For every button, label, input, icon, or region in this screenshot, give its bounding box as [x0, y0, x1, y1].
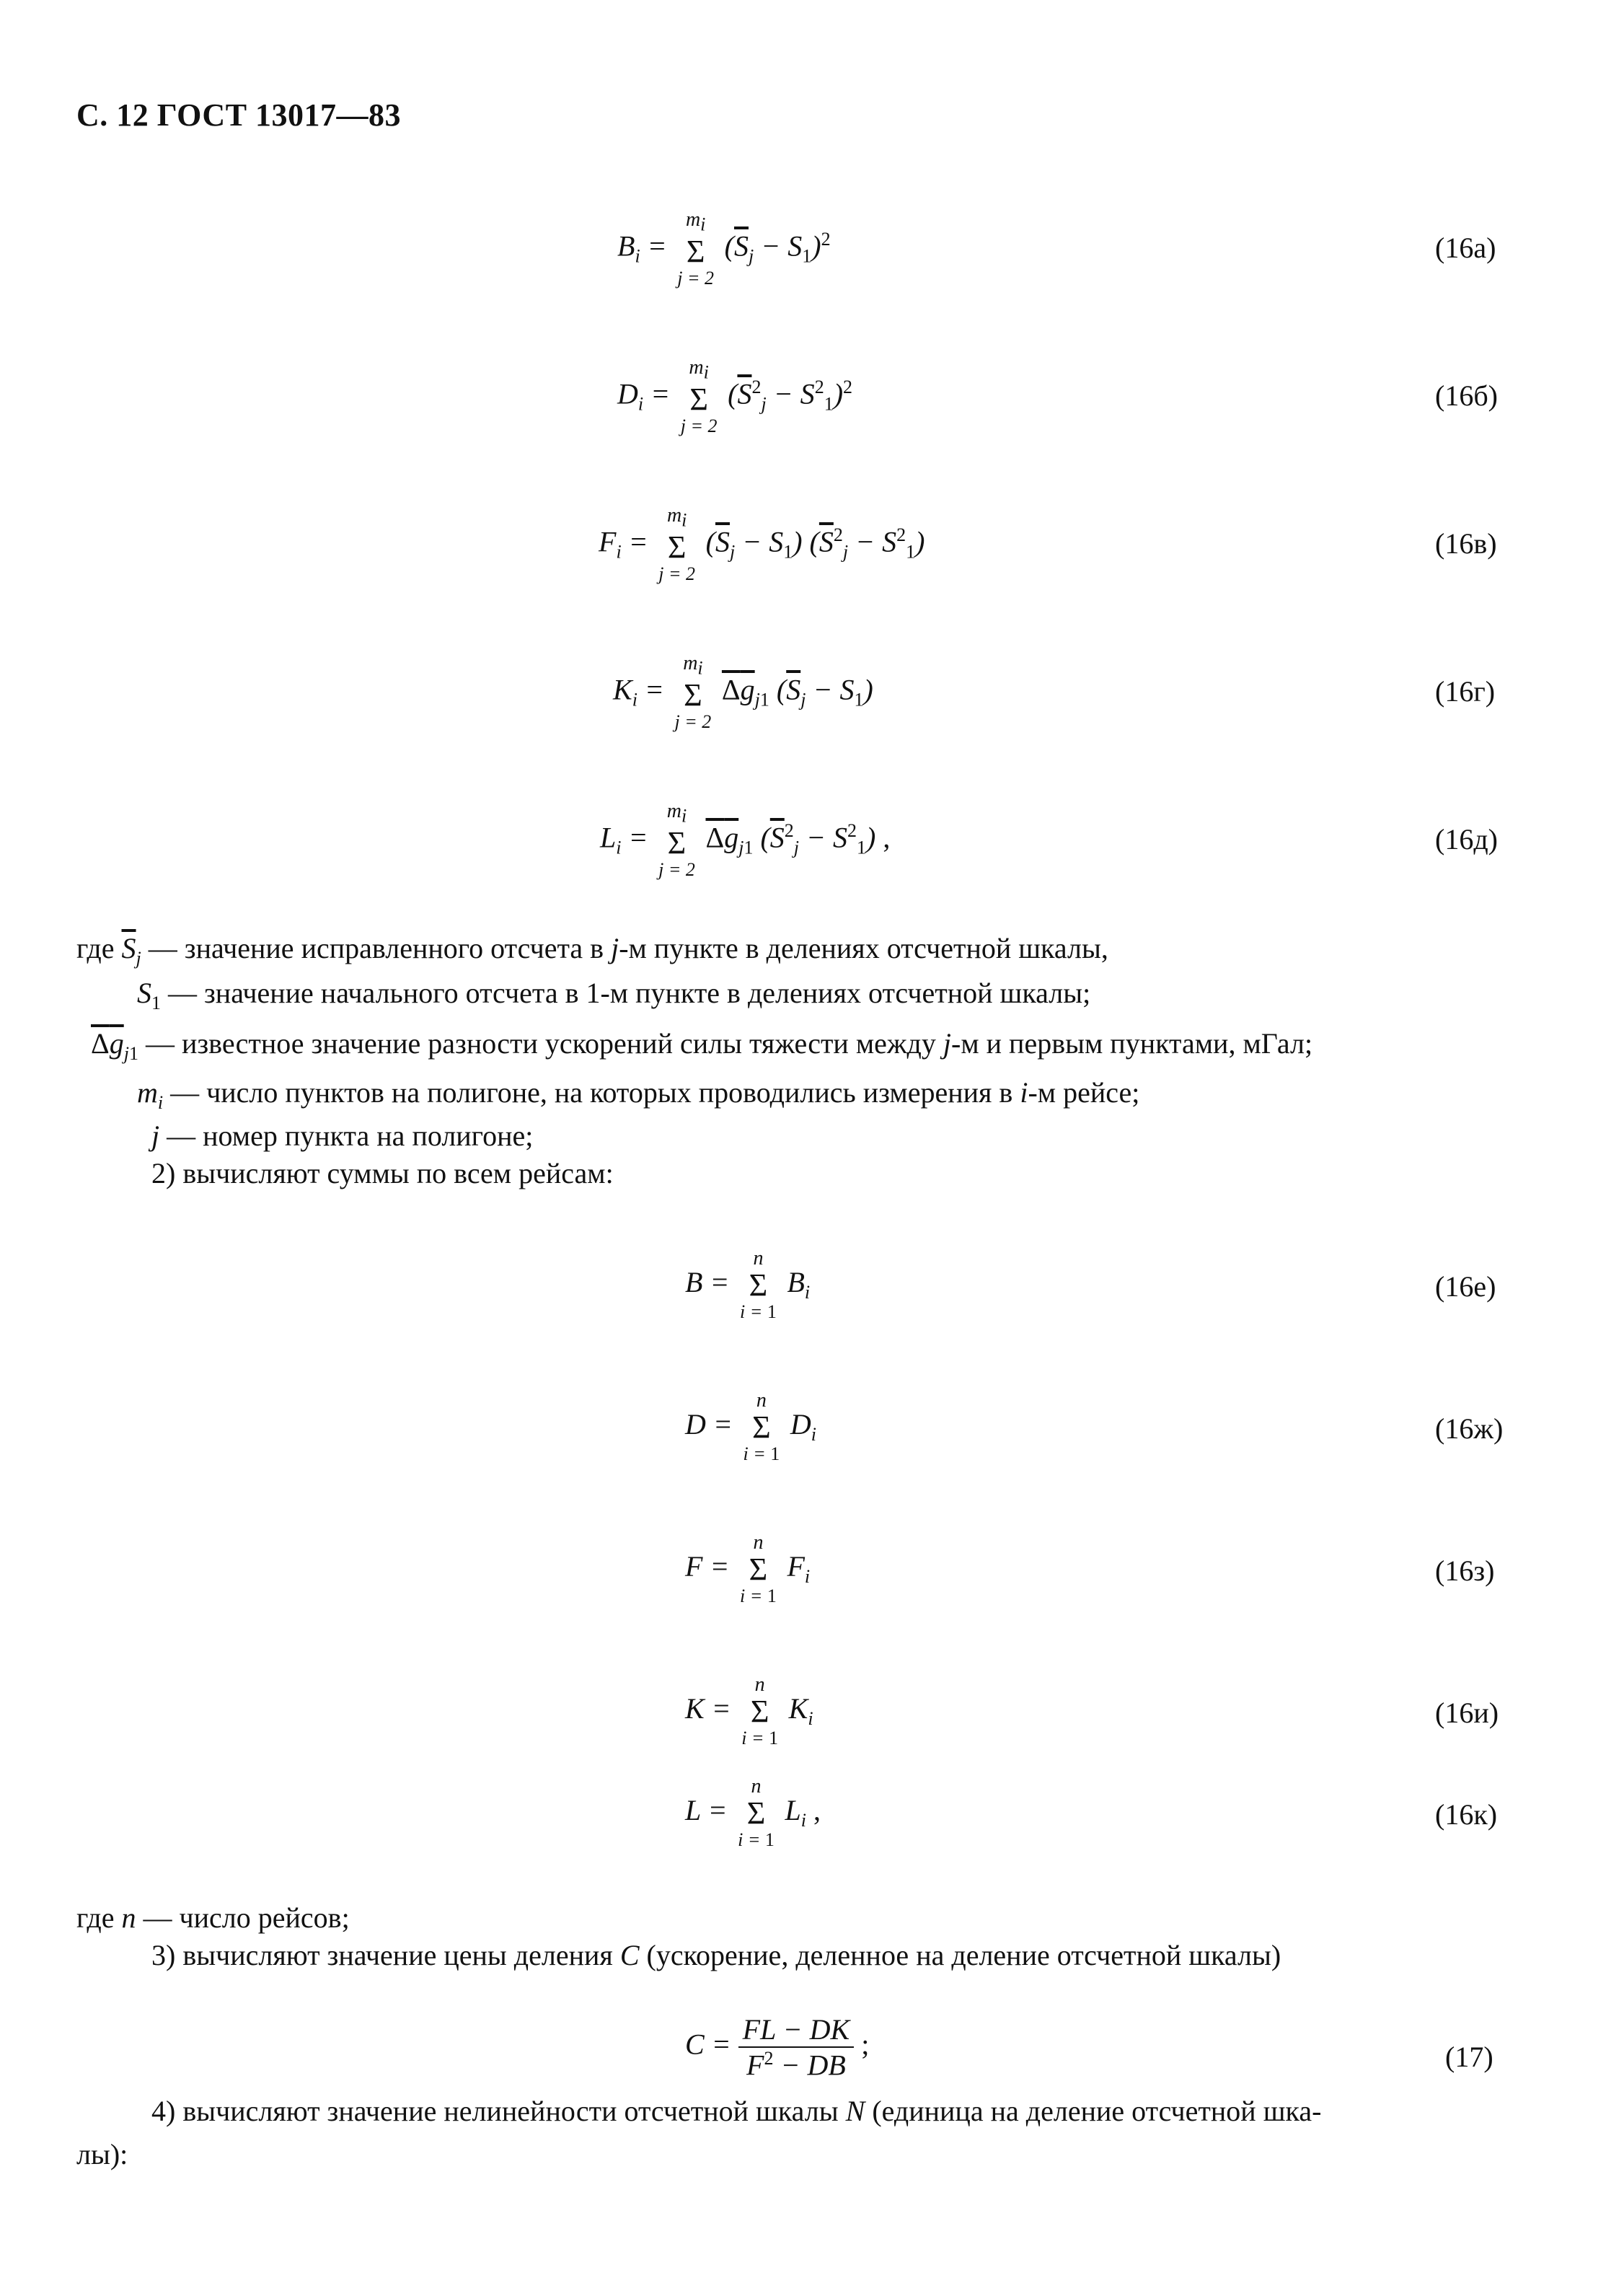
equation-number: (16а)	[1435, 232, 1496, 264]
equation-number: (16и)	[1435, 1697, 1499, 1729]
equation-16i: K = n Σ i = 1 $K_i$ (16и)	[685, 1673, 1499, 1748]
definition-line: где $\overline{S}_j$ — значение исправленного отсчета в j-м пункте в делениях отсчетной шкалы,	[76, 932, 1108, 969]
equation-number: (16з)	[1435, 1554, 1495, 1587]
equation-number: (16б)	[1435, 379, 1498, 412]
definition-line: $S_1$ — значение начального отсчета в 1-м пункте в делениях отсчетной шкалы;	[137, 977, 1091, 1013]
equation-16v: $F_i$ = $m_i$ Σ j = 2 $(\overline{S}_j - S_1) (\overline{S}^2_j - S^2_1)$ (16в)	[599, 504, 1497, 584]
step-line: 4) вычисляют значение нелинейности отсчетной шкалы N (единица на деление отсчетной шка-	[151, 2095, 1322, 2127]
equation-number: (16д)	[1435, 823, 1498, 855]
equation-number: (17)	[1445, 2041, 1493, 2073]
definition-line: $\Delta g_{j1}$ — известное значение разности ускорений силы тяжести между j-м и первым пунктами, мГал;	[91, 1027, 1313, 1064]
equation-number: (16в)	[1435, 527, 1497, 560]
equation-16b: $D_i$ = $m_i$ Σ j = 2 $(\overline{S}^2_j - S^2_1)^2$ (16б)	[617, 356, 1498, 436]
equation-16k: L = n Σ i = 1 $L_i$ , (16к)	[685, 1775, 1498, 1850]
equation-16a: $B_i$ = $m_i$ Σ j = 2 $(\overline{S}_j - S_1)^2$ (16а)	[617, 208, 1496, 289]
page-header: С. 12 ГОСТ 13017—83	[76, 97, 402, 133]
equation-16zh: D = n Σ i = 1 $D_i$ (16ж)	[685, 1389, 1504, 1464]
equation-number: (16к)	[1435, 1798, 1498, 1831]
step-line-continued: лы):	[76, 2138, 128, 2170]
equation-16e: B = n Σ i = 1 $B_i$ (16е)	[685, 1247, 1496, 1322]
equation-16z: F = n Σ i = 1 $F_i$ (16з)	[685, 1531, 1495, 1606]
definition-line: $m_i$ — число пунктов на полигоне, на которых проводились измерения в i-м рейсе;	[137, 1076, 1140, 1113]
equation-17: C = $\frac{FL - DK}{F^2 - DB}$ ; (17)	[685, 2013, 1493, 2082]
equation-number: (16е)	[1435, 1270, 1496, 1303]
equation-16d: $L_i$ = $m_i$ Σ j = 2 $\Delta g_{j1}$ $(\overline{S}^2_j - S^2_1)$ , (16д)	[600, 800, 1498, 880]
step-line: 2) вычисляют суммы по всем рейсам:	[151, 1157, 614, 1189]
equation-number: (16ж)	[1435, 1412, 1504, 1445]
definition-line: j — номер пункта на полигоне;	[151, 1119, 534, 1152]
step-line: 3) вычисляют значение цены деления C (ускорение, деленное на деление отсчетной шкалы)	[151, 1939, 1281, 1971]
definition-line: где n — число рейсов;	[76, 1901, 350, 1934]
equation-16g: $K_i$ = $m_i$ Σ j = 2 $\Delta g_{j1}$ $(\overline{S}_j - S_1)$ (16г)	[613, 652, 1496, 732]
equation-number: (16г)	[1435, 675, 1496, 708]
